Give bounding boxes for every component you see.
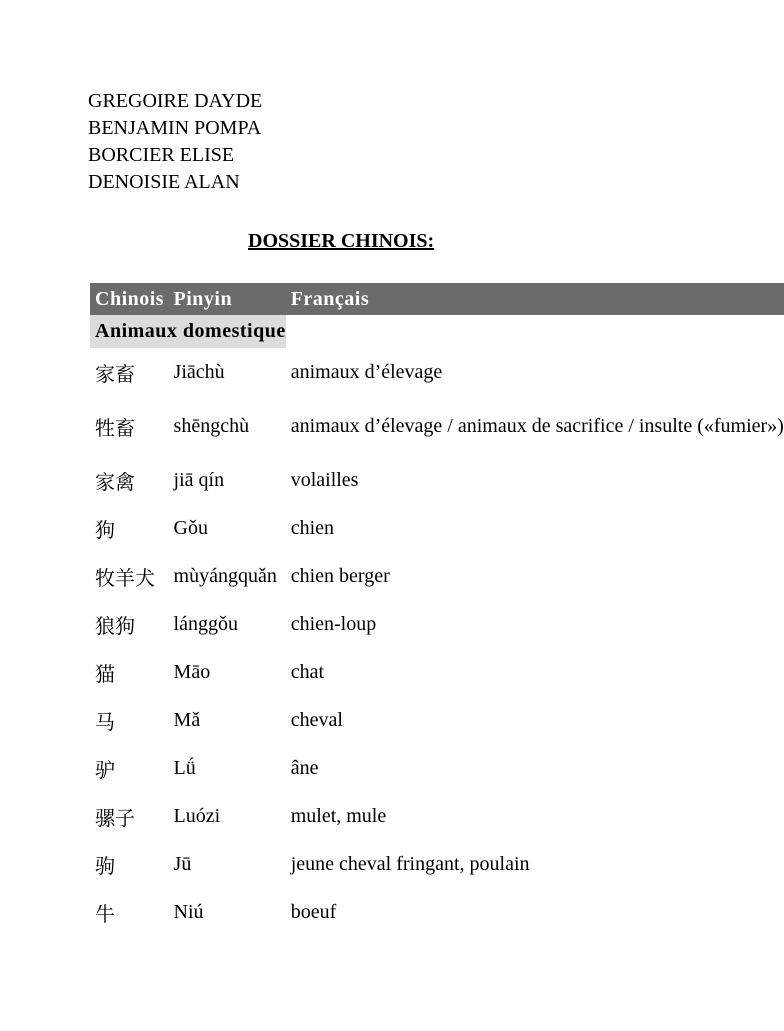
pinyin-cell: Niú	[173, 900, 204, 923]
french-cell: boeuf	[290, 900, 337, 923]
pinyin-cell: Jū	[173, 852, 192, 875]
french-cell: animaux d’élevage / animaux de sacrifice / insulte («fumier»)	[290, 414, 784, 437]
pinyin-cell: shēngchù	[173, 414, 250, 437]
table-row	[90, 888, 784, 936]
author-name: GREGOIRE DAYDE	[88, 90, 263, 112]
pinyin-cell: Lǘ	[173, 756, 196, 779]
table-row	[90, 792, 784, 840]
hanzi-cell: 家畜	[95, 361, 135, 386]
pinyin-cell: Mǎ	[173, 708, 201, 731]
hanzi-cell: 牧羊犬	[95, 565, 155, 590]
hanzi-cell: 骡子	[95, 805, 135, 830]
hanzi-cell: 马	[95, 709, 115, 734]
french-cell: chat	[290, 660, 325, 683]
french-cell: animaux d’élevage	[290, 360, 443, 383]
hanzi-cell: 家禽	[95, 469, 135, 494]
table-row	[90, 696, 784, 744]
table-row	[90, 552, 784, 600]
table-row	[90, 600, 784, 648]
table-row	[90, 504, 784, 552]
category-row	[90, 315, 784, 348]
french-cell: mulet, mule	[290, 804, 387, 827]
pinyin-cell: mùyángquǎn	[173, 564, 277, 587]
hanzi-cell: 狗	[95, 517, 115, 542]
table-row	[90, 840, 784, 888]
french-cell: âne	[290, 756, 319, 779]
french-cell: chien-loup	[290, 612, 377, 635]
hanzi-cell: 牲畜	[95, 415, 135, 440]
author-name: BENJAMIN POMPA	[88, 117, 262, 139]
table-row	[90, 648, 784, 696]
french-cell: cheval	[290, 708, 343, 731]
pinyin-cell: lánggǒu	[173, 612, 238, 635]
author-name: DENOISIE ALAN	[88, 171, 240, 193]
pinyin-cell: Jiāchù	[173, 360, 225, 383]
hanzi-cell: 狼狗	[95, 613, 135, 638]
vocabulary-table	[90, 283, 784, 936]
header-pinyin: Pinyin	[169, 283, 286, 315]
table-row	[90, 348, 784, 396]
hanzi-cell: 驹	[95, 853, 115, 878]
pinyin-cell: Luózi	[173, 804, 221, 827]
header-francais: Français	[286, 283, 784, 315]
header-chinois: Chinois	[90, 283, 169, 315]
hanzi-cell: 牛	[95, 901, 115, 926]
document-title: DOSSIER CHINOIS:	[248, 230, 435, 252]
hanzi-cell: 驴	[95, 757, 115, 782]
pinyin-cell: Gǒu	[173, 516, 208, 539]
category-label: Animaux domestique	[90, 315, 286, 348]
table-row	[90, 744, 784, 792]
pinyin-cell: jiā qín	[173, 468, 225, 491]
french-cell: chien berger	[290, 564, 390, 587]
author-name: BORCIER ELISE	[88, 144, 235, 166]
table-row	[90, 456, 784, 504]
french-cell: chien	[290, 516, 335, 539]
table-header-row	[90, 283, 784, 315]
author-list	[88, 88, 262, 196]
french-cell: jeune cheval fringant, poulain	[290, 852, 530, 875]
hanzi-cell: 猫	[95, 661, 115, 686]
pinyin-cell: Māo	[173, 660, 211, 683]
table-row	[90, 396, 784, 456]
french-cell: volailles	[290, 468, 359, 491]
